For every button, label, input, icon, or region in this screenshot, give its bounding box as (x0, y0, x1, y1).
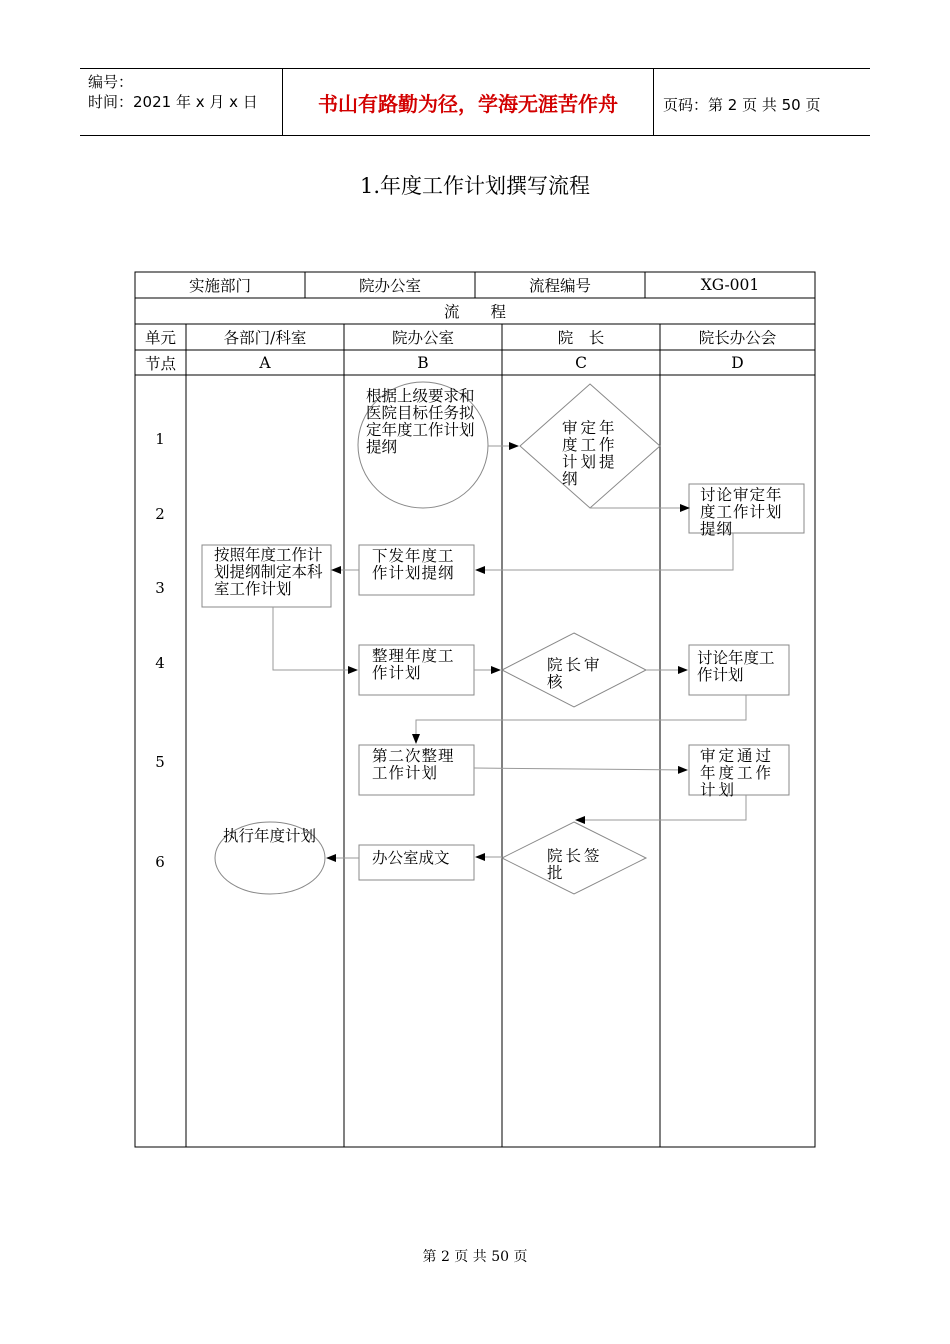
row-number: 6 (155, 853, 165, 871)
node-cell-d: D (731, 353, 744, 372)
page-info: 页码：第 2 页 共 50 页 (663, 96, 821, 114)
node-d5-approve-plan: 审定通过年度工作计划 (700, 747, 775, 799)
node-a6-execute-plan: 执行年度计划 (223, 827, 317, 845)
dept-value-cell: 院办公室 (358, 277, 421, 295)
unit-label-cell: 单元 (144, 329, 176, 347)
node-a3-dept-plan: 按照年度工作计划提纲制定本科室工作计划 (214, 546, 323, 598)
doc-number-label: 编号： (88, 73, 134, 91)
node-c4-president-review: 院长审核 (547, 656, 603, 691)
node-c6-president-sign: 院长签批 (547, 847, 603, 882)
flow-label-cell: 流 程 (443, 303, 506, 321)
node-cell-c: C (575, 353, 587, 372)
unit-cell-a: 各部门/科室 (223, 329, 307, 347)
unit-cell-c: 院 长 (557, 329, 605, 347)
dept-label-cell: 实施部门 (188, 277, 251, 295)
page-title: 1.年度工作计划撰写流程 (359, 174, 591, 198)
unit-cell-b: 院办公室 (391, 329, 454, 347)
unit-cell-d: 院长办公会 (698, 329, 777, 347)
row-number: 2 (155, 505, 165, 523)
node-b6-office-document: 办公室成文 (372, 849, 450, 867)
node-d4-discuss-plan: 讨论年度工作计划 (697, 649, 775, 684)
node-c1-approve-outline: 审定年度工作计划提纲 (562, 419, 618, 488)
node-label-cell: 节点 (144, 354, 176, 373)
process-no-value-cell: XG-001 (700, 276, 760, 294)
node-b3-issue-outline: 下发年度工作计划提纲 (372, 547, 455, 582)
page-footer: 第 2 页 共 50 页 (422, 1249, 528, 1265)
header-motto: 书山有路勤为径，学海无涯苦作舟 (318, 91, 618, 116)
row-number: 4 (155, 654, 165, 672)
node-b4-compile-plan: 整理年度工作计划 (372, 647, 455, 682)
row-number: 5 (155, 753, 165, 771)
node-b1-draft-outline: 根据上级要求和医院目标任务拟定年度工作计划提纲 (366, 387, 475, 456)
node-b5-second-compile: 第二次整理工作计划 (372, 747, 455, 782)
process-no-label-cell: 流程编号 (528, 277, 591, 295)
row-number: 1 (155, 430, 165, 448)
node-cell-b: B (417, 353, 429, 372)
node-cell-a: A (259, 353, 271, 372)
node-d2-discuss-outline: 讨论审定年度工作计划提纲 (700, 486, 783, 538)
doc-time-label: 时间：2021 年 x 月 x 日 (88, 93, 258, 111)
row-number: 3 (155, 579, 165, 597)
